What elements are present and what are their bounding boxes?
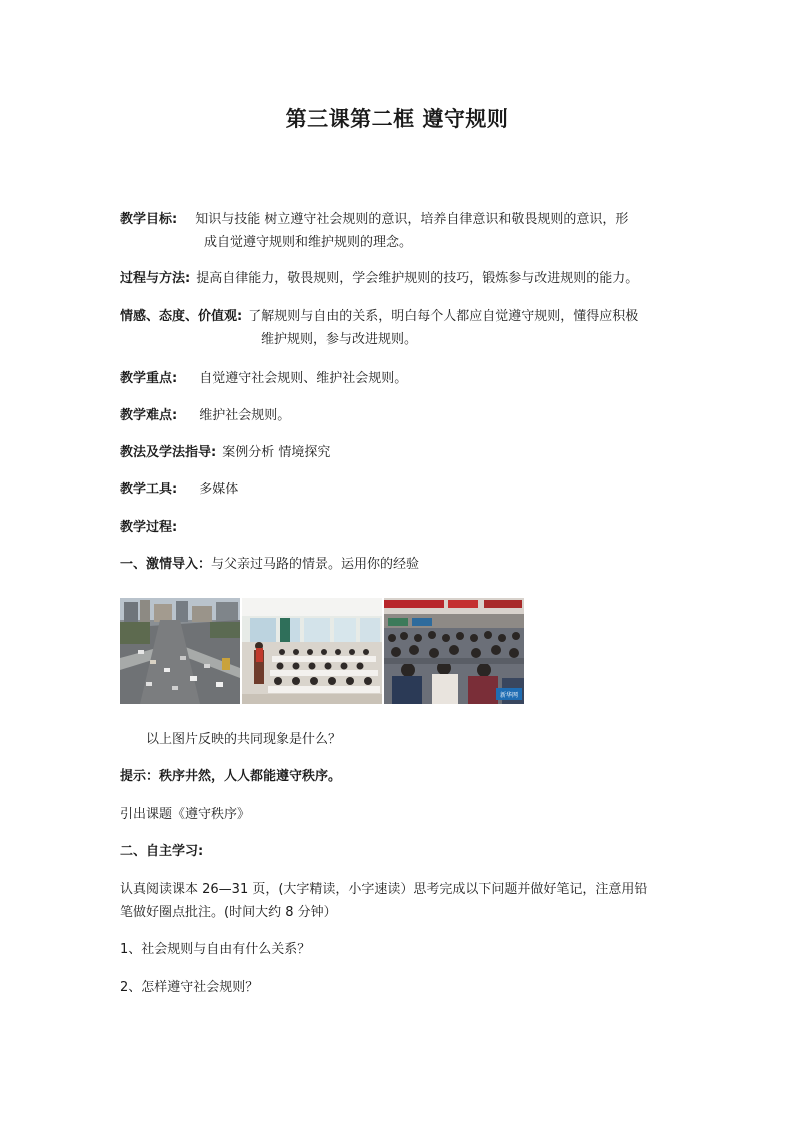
tools-value: 多媒体	[199, 482, 239, 497]
tools-label: 教学工具:	[120, 482, 178, 497]
intro-text: 与父亲过马路的情景。运用你的经验	[211, 557, 420, 572]
lead-in-text: 引出课题《遵守秩序》	[120, 807, 251, 822]
procedure-label: 教学过程:	[120, 520, 178, 535]
intro-heading: 一、激情导入：	[120, 557, 212, 572]
tools-row	[120, 481, 238, 499]
objectives-row	[120, 211, 628, 229]
self-study-question-2: 2、怎样遵守社会规则？	[120, 980, 259, 995]
traffic-photo	[120, 598, 240, 704]
key-points-row	[120, 370, 407, 388]
objectives-continuation: 成自觉遵守规则和维护规则的理念。	[204, 235, 413, 250]
emotion-value: 了解规则与自由的关系，明白每个人都应自觉遵守规则，懂得应积极	[248, 309, 639, 324]
difficult-points-value: 维护社会规则。	[199, 408, 291, 423]
methods-label: 教法及学法指导:	[120, 445, 217, 460]
key-points-label: 教学重点:	[120, 371, 178, 386]
page-title: 第三课第二框 遵守规则	[285, 107, 509, 131]
difficult-points-row	[120, 407, 290, 425]
hint-text: 提示：秩序井然，人人都能遵守秩序。	[120, 769, 342, 784]
emotion-continuation: 维护规则，参与改进规则。	[261, 332, 418, 347]
self-study-question-1: 1、社会规则与自由有什么关系？	[120, 942, 311, 957]
key-points-value: 自觉遵守社会规则、维护社会规则。	[199, 371, 408, 386]
emotion-label: 情感、态度、价值观:	[120, 309, 243, 324]
process-method-label: 过程与方法:	[120, 271, 191, 286]
methods-row	[120, 444, 330, 462]
photo-badge: 新华网	[499, 692, 519, 699]
difficult-points-label: 教学难点:	[120, 408, 178, 423]
objectives-value: 知识与技能 树立遵守社会规则的意识，培养自律意识和敬畏规则的意识，形	[195, 212, 629, 227]
methods-value: 案例分析 情境探究	[222, 445, 331, 460]
self-study-instruction-line2: 笔做好圈点批注。(时间大约 8 分钟）	[120, 905, 337, 920]
crowd-hall-photo	[384, 598, 524, 704]
question-text: 以上图片反映的共同现象是什么？	[146, 732, 342, 747]
self-study-instruction-line1: 认真阅读课本 26—31 页，(大字精读，小字速读）思考完成以下问题并做好笔记，注意用铅	[120, 882, 648, 897]
intro-row	[120, 556, 419, 574]
process-method-row	[120, 270, 638, 288]
self-study-heading: 二、自主学习:	[120, 844, 204, 859]
photo-strip	[120, 598, 524, 704]
process-method-value: 提高自律能力，敬畏规则，学会维护规则的技巧，锻炼参与改进规则的能力。	[196, 271, 639, 286]
classroom-photo	[242, 598, 382, 704]
objectives-label: 教学目标:	[120, 212, 178, 227]
emotion-row	[120, 308, 638, 326]
